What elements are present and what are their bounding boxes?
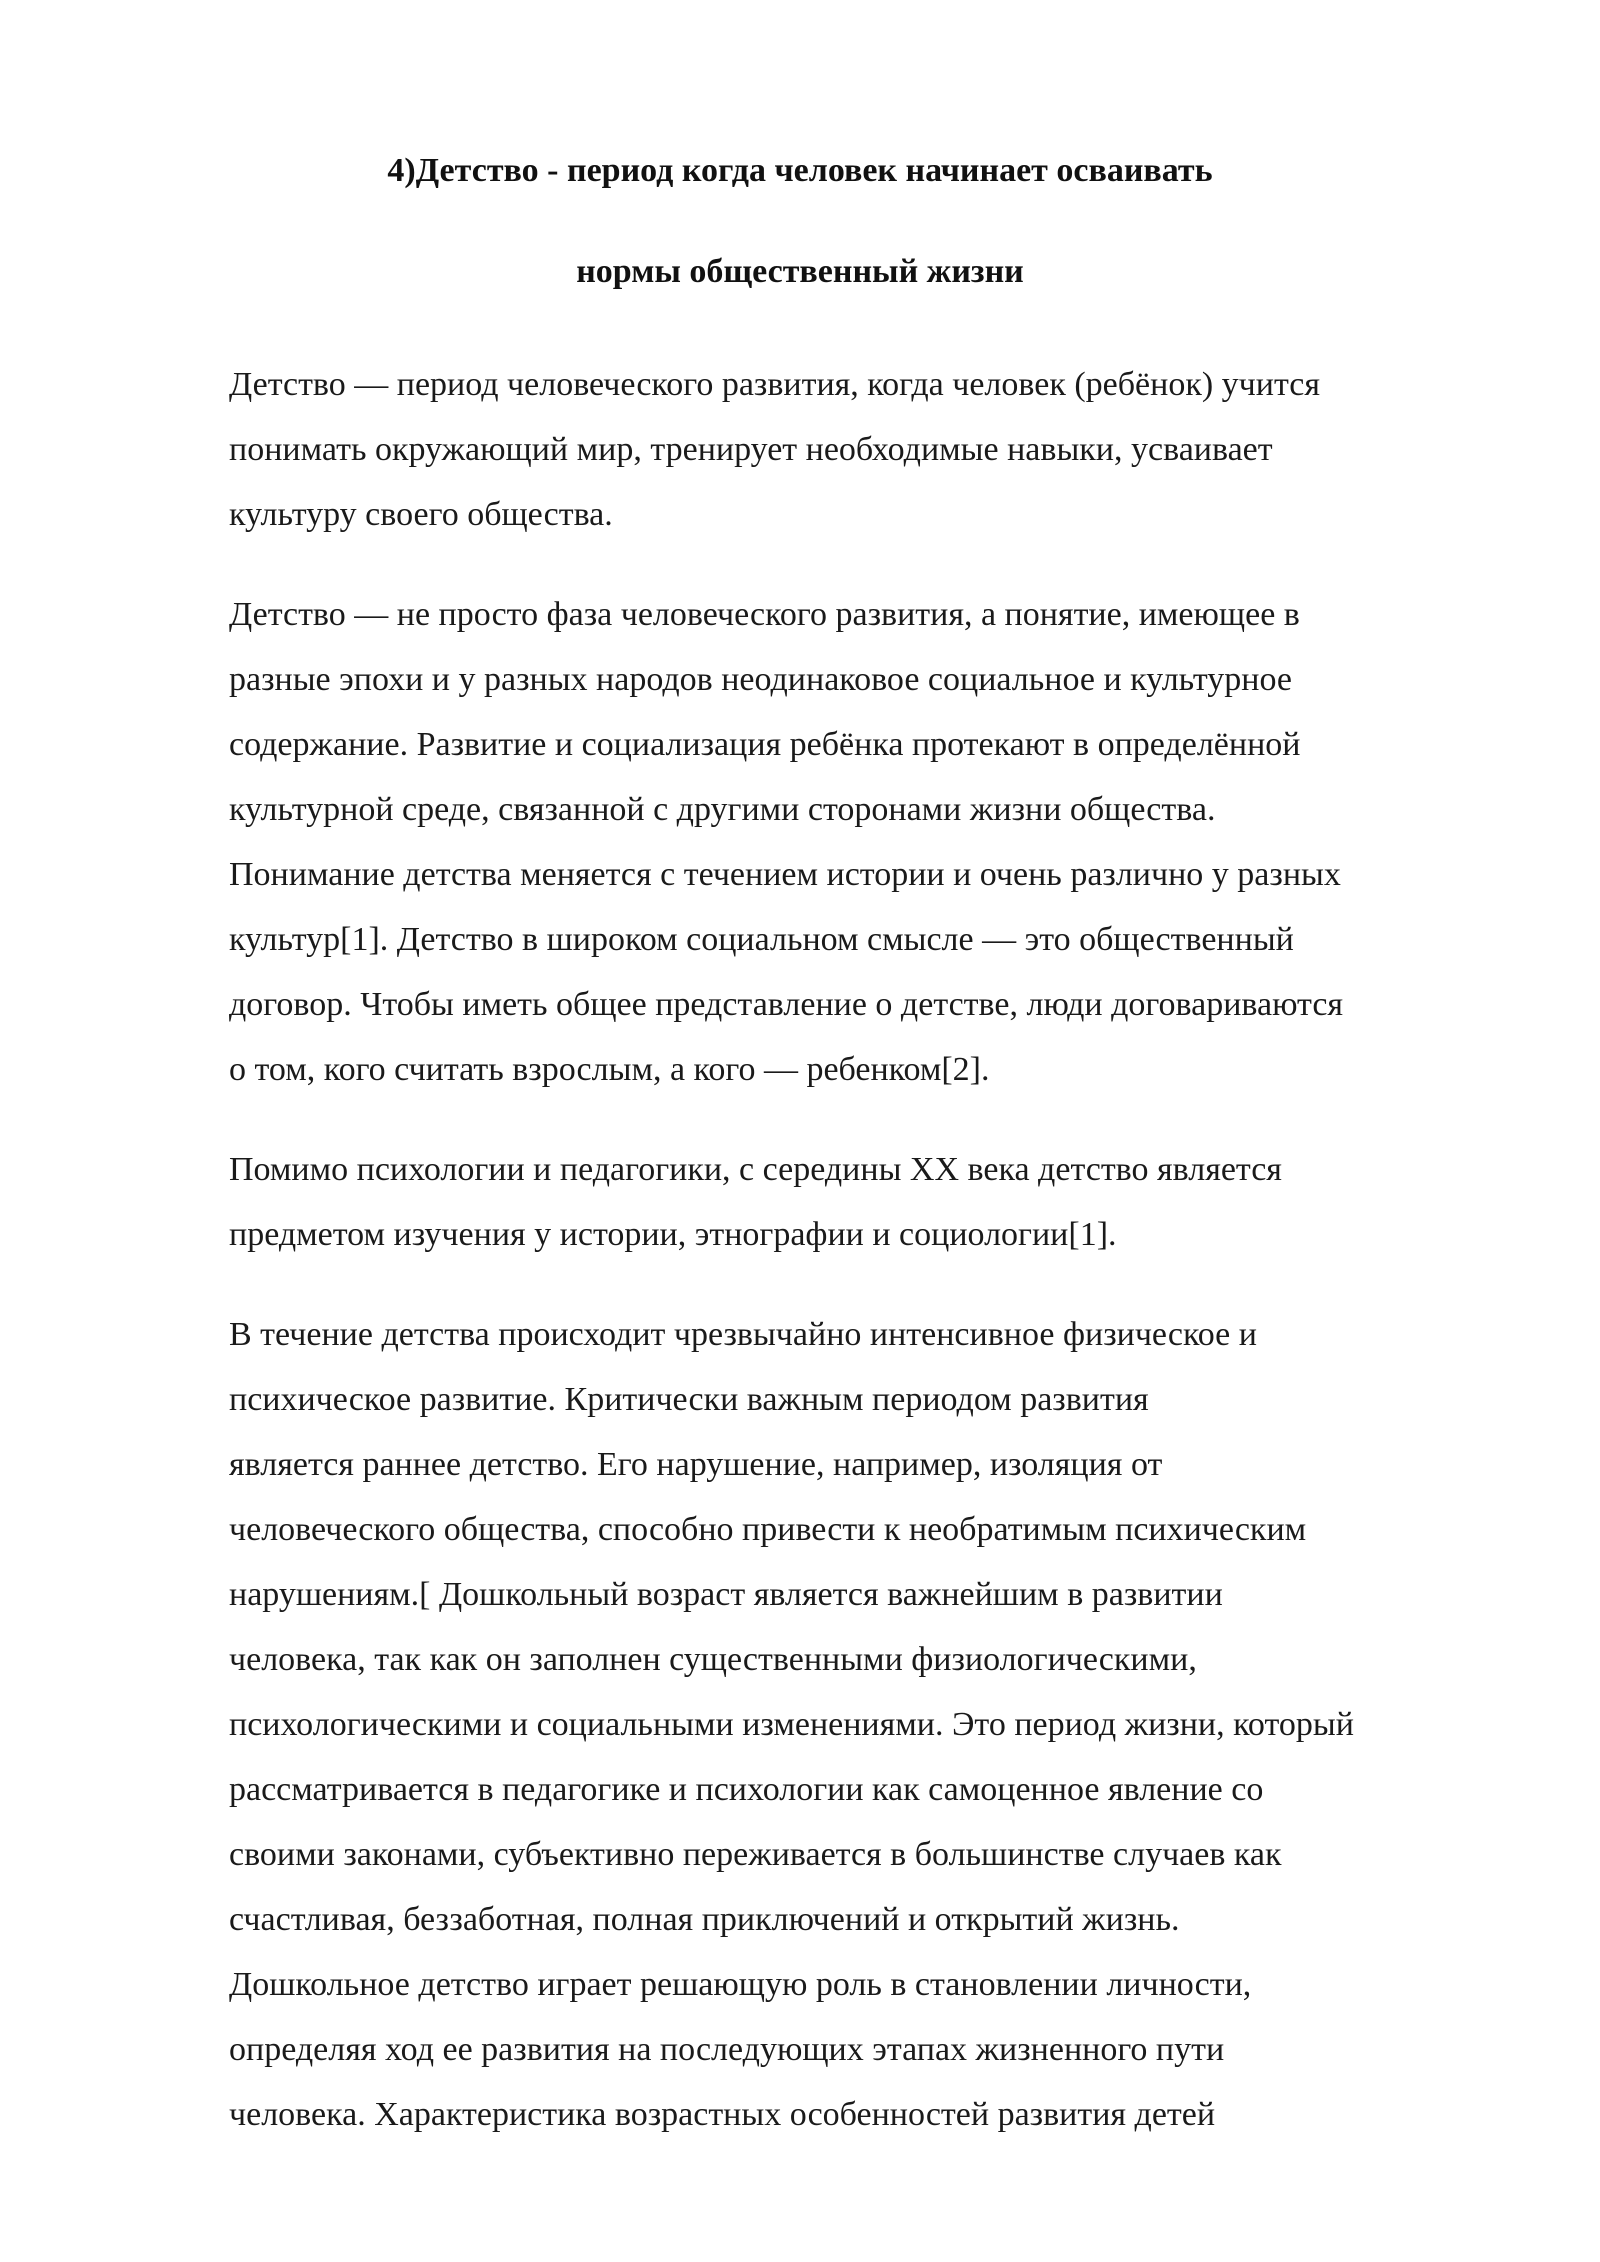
text-line: Детство — период человеческого развития, когда человек (ребёнок) учится [229, 366, 1320, 403]
paragraph-3 [229, 1137, 1529, 1267]
text-line: Помимо психологии и педагогики, с середины XX века детство является [229, 1151, 1282, 1188]
text-line: человека. Характеристика возрастных особенностей развития детей [229, 2096, 1216, 2133]
text-line: рассматривается в педагогике и психологии как самоценное явление со [229, 1771, 1264, 1808]
document-title-line-1: 4)Детство - период когда человек начинает осваивать [387, 152, 1213, 189]
text-line: психическое развитие. Критически важным периодом развития [229, 1381, 1149, 1418]
text-line: о том, кого считать взрослым, а кого — ребенком[2]. [229, 1051, 990, 1088]
text-line: содержание. Развитие и социализация ребёнка протекают в определённой [229, 726, 1301, 763]
text-line: культурной среде, связанной с другими сторонами жизни общества. [229, 791, 1216, 828]
text-line: определяя ход ее развития на последующих этапах жизненного пути [229, 2031, 1225, 2068]
text-line: является раннее детство. Его нарушение, например, изоляция от [229, 1446, 1163, 1483]
text-line: Детство — не просто фаза человеческого развития, а понятие, имеющее в [229, 596, 1300, 633]
text-line: психологическими и социальными изменениями. Это период жизни, который [229, 1706, 1354, 1743]
text-line: В течение детства происходит чрезвычайно интенсивное физическое и [229, 1316, 1257, 1353]
text-line: счастливая, беззаботная, полная приключений и открытий жизнь. [229, 1901, 1180, 1938]
text-line: Понимание детства меняется с течением истории и очень различно у разных [229, 856, 1341, 893]
text-line: понимать окружающий мир, тренирует необходимые навыки, усваивает [229, 431, 1273, 468]
text-line: человека, так как он заполнен существенными физиологическими, [229, 1641, 1197, 1678]
paragraph-1 [229, 352, 1529, 547]
paragraph-4 [229, 1302, 1529, 2147]
text-line: Дошкольное детство играет решающую роль в становлении личности, [229, 1966, 1252, 2003]
text-line: человеческого общества, способно привести к необратимым психическим [229, 1511, 1307, 1548]
text-line: предметом изучения у истории, этнографии и социологии[1]. [229, 1216, 1117, 1253]
text-line: разные эпохи и у разных народов неодинаковое социальное и культурное [229, 661, 1292, 698]
paragraph-2 [229, 582, 1529, 1102]
text-line: договор. Чтобы иметь общее представление о детстве, люди договариваются [229, 986, 1344, 1023]
text-line: культур[1]. Детство в широком социальном смысле — это общественный [229, 921, 1294, 958]
document-title-line-2: нормы общественный жизни [576, 253, 1024, 290]
text-line: нарушениям.[ Дошкольный возраст является важнейшим в развитии [229, 1576, 1223, 1613]
document-body [229, 352, 1529, 2182]
text-line: культуру своего общества. [229, 496, 613, 533]
text-line: своими законами, субъективно переживается в большинстве случаев как [229, 1836, 1282, 1873]
